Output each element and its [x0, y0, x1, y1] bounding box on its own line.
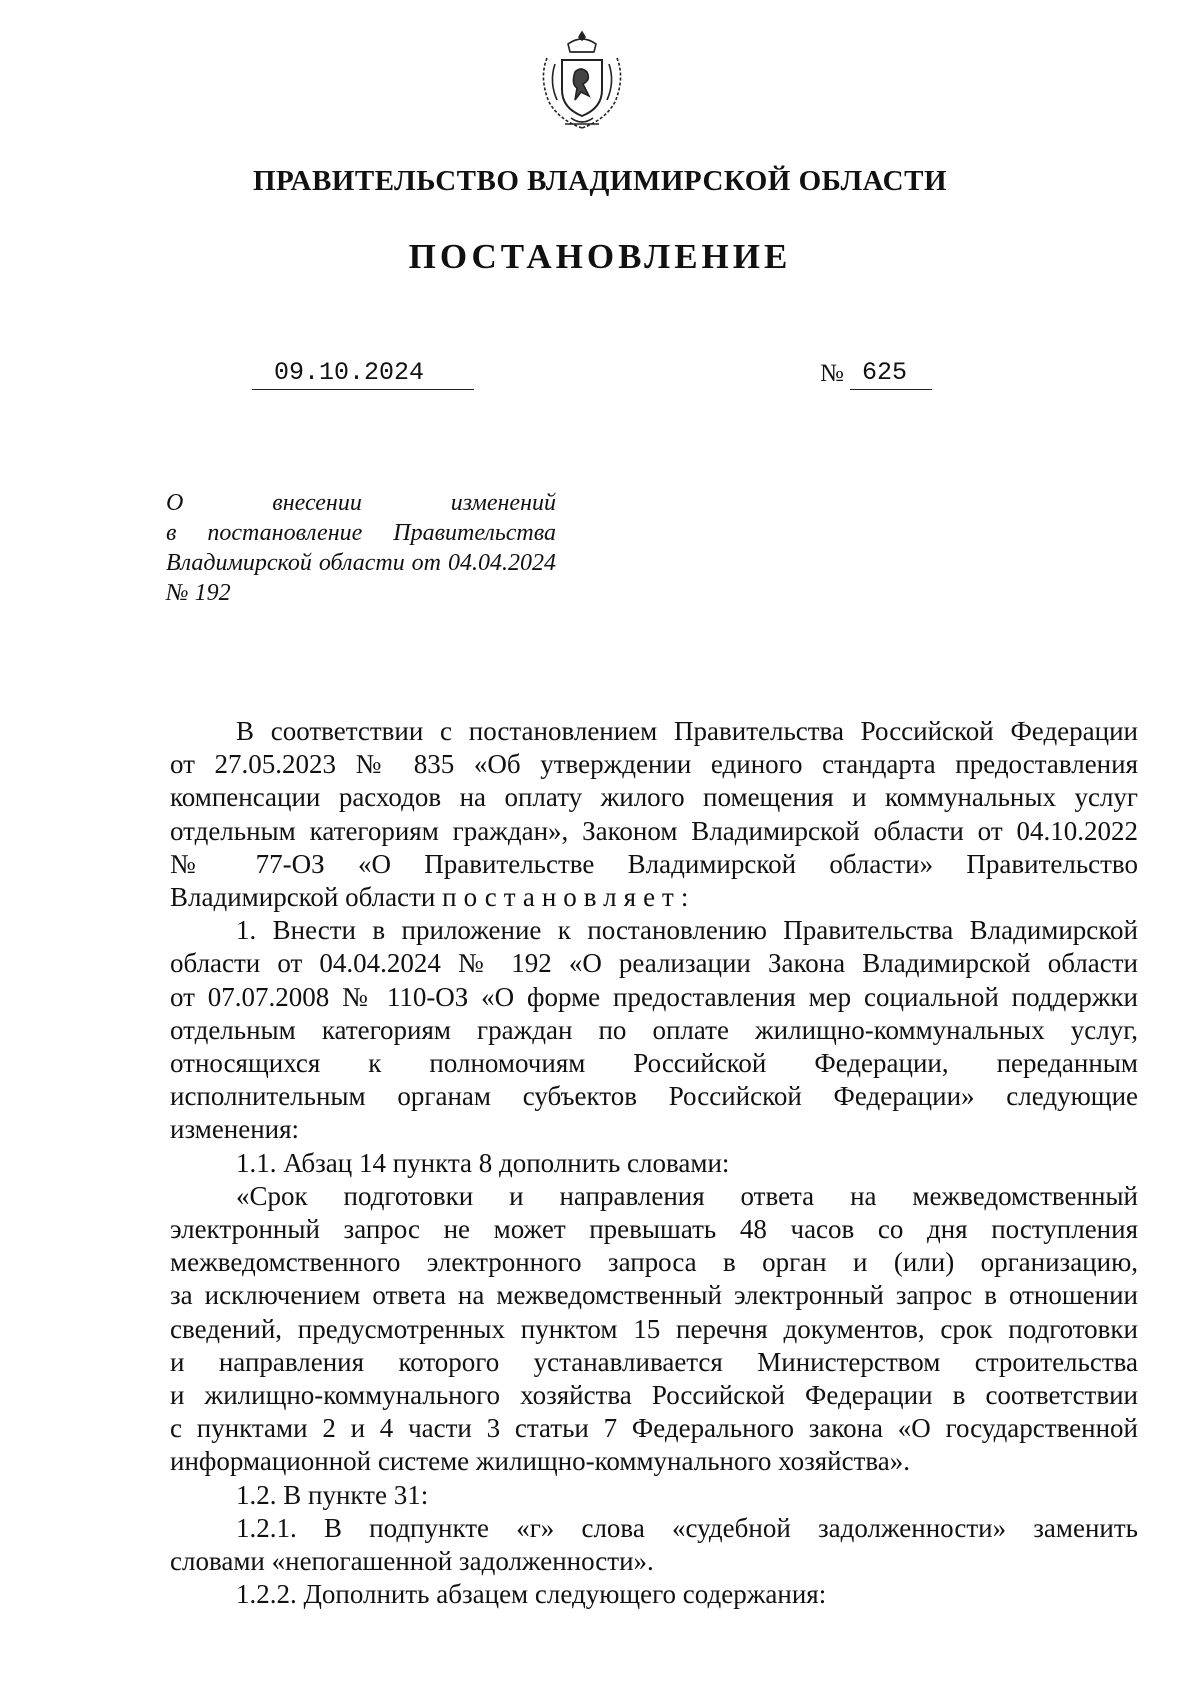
body-line: словами «непогашенной задолженности».	[170, 1546, 654, 1577]
document-body	[170, 715, 1138, 1611]
body-line: компенсации расходов на оплату жилого помещения и коммунальных услуг	[170, 782, 1138, 813]
body-line: и направления которого устанавливается Министерством строительства	[170, 1346, 1138, 1377]
body-line	[170, 881, 1138, 914]
body-line: 1.2.2. Дополнить абзацем следующего содержания:	[236, 1579, 827, 1610]
body-line: сведений, предусмотренных пунктом 15 перечня документов, срок подготовки	[170, 1313, 1138, 1344]
body-line: от 27.05.2023 № 835 «Об утверждении единого стандарта предоставления	[170, 749, 1138, 780]
document-subject	[166, 488, 556, 608]
document-type-title: ПОСТАНОВЛЕНИЕ	[408, 237, 792, 276]
body-line: информационной системе жилищно-коммунального хозяйства».	[170, 1446, 911, 1477]
body-line: 1.2.1. В подпункте «г» слова «судебной задолженности» заменить	[236, 1512, 1138, 1543]
body-line: 1. Внести в приложение к постановлению Правительства Владимирской	[236, 915, 1138, 946]
body-line: В соответствии с постановлением Правительства Российской Федерации	[236, 716, 1138, 746]
subject-line: № 192	[166, 580, 231, 606]
body-line: № 77-ОЗ «О Правительстве Владимирской области» Правительство	[170, 848, 1138, 879]
body-line: «Срок подготовки и направления ответа на межведомственный	[236, 1180, 1138, 1211]
body-line: области от 04.04.2024 № 192 «О реализации Закона Владимирской области	[170, 948, 1138, 979]
decree-word: постановляет:	[442, 882, 696, 913]
number-sign: №	[820, 360, 844, 387]
body-line: исполнительным органам субъектов Российской Федерации» следующие	[170, 1081, 1138, 1112]
body-line: 1.2. В пункте 31:	[236, 1479, 429, 1510]
body-line: 1.1. Абзац 14 пункта 8 дополнить словами:	[236, 1147, 730, 1178]
subject-line: в постановление Правительства	[166, 520, 556, 546]
subject-line: Владимирской области от 04.04.2024	[166, 550, 556, 576]
body-line: изменения:	[170, 1114, 300, 1145]
body-line: и жилищно-коммунального хозяйства Российской Федерации в соответствии	[170, 1380, 1138, 1411]
body-line: межведомственного электронного запроса в орган и (или) организацию,	[170, 1247, 1138, 1278]
subject-line: О внесении изменений	[166, 490, 556, 516]
body-line: от 07.07.2008 № 110-ОЗ «О форме предоставления мер социальной поддержки	[170, 981, 1138, 1012]
body-line: с пунктами 2 и 4 части 3 статьи 7 Федерального закона «О государственной	[170, 1413, 1138, 1444]
body-line: отдельным категориям граждан», Законом Владимирской области от 04.10.2022	[170, 815, 1138, 846]
body-line: отдельным категориям граждан по оплате жилищно-коммунальных услуг,	[170, 1014, 1138, 1045]
body-line: электронный запрос не может превышать 48 часов со дня поступления	[170, 1214, 1138, 1245]
body-line: за исключением ответа на межведомственный электронный запрос в отношении	[170, 1280, 1138, 1311]
body-line: относящихся к полномочиям Российской Федерации, переданным	[170, 1048, 1138, 1079]
document-number: 625	[850, 358, 932, 390]
document-date: 09.10.2024	[252, 358, 474, 390]
coat-of-arms-emblem	[535, 28, 629, 134]
body-text: Владимирской области	[170, 882, 436, 913]
organization-title: ПРАВИТЕЛЬСТВО ВЛАДИМИРСКОЙ ОБЛАСТИ	[252, 165, 948, 197]
